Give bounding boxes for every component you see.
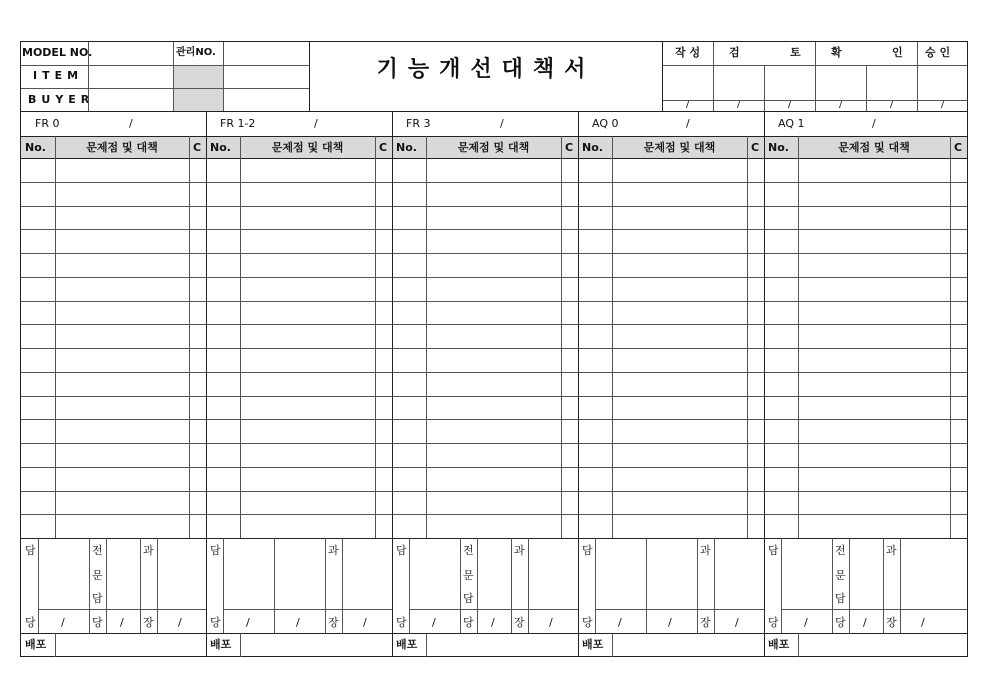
document-title: 기능개선대책서 (376, 57, 596, 82)
grid-vline (900, 538, 901, 633)
stage-slash-3: / (686, 117, 690, 130)
grid-vline (883, 538, 884, 633)
signature-dam: 담 (25, 544, 36, 557)
grid-vline (849, 538, 850, 633)
signature-gwa: 과 (328, 544, 339, 557)
signature-slash: / (804, 616, 808, 629)
col-issue-header: 문제점 및 대책 (457, 141, 530, 154)
col-no-header: No. (25, 141, 46, 154)
header-vline (223, 42, 224, 111)
grid-vline (409, 538, 410, 633)
grid-vline (798, 136, 799, 538)
grid-vline (460, 538, 461, 633)
approval-confirm-1: 확 (831, 46, 842, 59)
grid-vline (595, 538, 596, 633)
grid-vline (140, 538, 141, 633)
approval-vline (815, 42, 816, 111)
grid-vline (612, 633, 613, 657)
signature-slash: / (921, 616, 925, 629)
stage-label-4: AQ 1 (778, 117, 805, 130)
distribution-label: 배포 (210, 638, 232, 651)
grid-hline (21, 467, 967, 468)
signature-jeon: 전 (92, 544, 103, 557)
signature-dam: 담 (768, 544, 779, 557)
signature-slash: / (549, 616, 553, 629)
header-vline (173, 42, 174, 111)
signature-slash: / (863, 616, 867, 629)
grid-hline (409, 609, 578, 610)
approval-review-1: 검 (729, 46, 740, 59)
grid-vline (375, 136, 376, 538)
signature-slash: / (363, 616, 367, 629)
grid-vline (426, 136, 427, 538)
signature-slash: / (296, 616, 300, 629)
signature-dang2: 당 (92, 616, 103, 629)
signature-mun: 문 (92, 569, 103, 582)
grid-vline (106, 538, 107, 633)
stage-label-0: FR 0 (35, 117, 60, 130)
col-no-header: No. (582, 141, 603, 154)
approval-date-slash: / (839, 99, 843, 110)
buyer-label: BUYER (28, 93, 95, 106)
grid-vline (38, 538, 39, 633)
grid-vline (55, 633, 56, 657)
stage-label-3: AQ 0 (592, 117, 619, 130)
col-no-header: No. (210, 141, 231, 154)
signature-gwa: 과 (143, 544, 154, 557)
form-frame (20, 41, 968, 657)
grid-vline (578, 111, 579, 657)
column-header-bottom (21, 158, 967, 159)
grid-vline (342, 538, 343, 633)
grid-vline (240, 136, 241, 538)
grid-hline (21, 253, 967, 254)
header-bottom-line (21, 111, 967, 112)
stage-slash-4: / (872, 117, 876, 130)
col-no-header: No. (768, 141, 789, 154)
header-vline (88, 42, 89, 111)
grid-hline (21, 633, 967, 634)
col-c-header: C (751, 141, 760, 154)
col-issue-header: 문제점 및 대책 (271, 141, 344, 154)
signature-dam: 담 (210, 544, 221, 557)
grid-vline (189, 136, 190, 538)
distribution-label: 배포 (768, 638, 790, 651)
grid-vline (157, 538, 158, 633)
grid-hline (21, 443, 967, 444)
distribution-label: 배포 (582, 638, 604, 651)
signature-dam2: 담 (835, 592, 846, 605)
signature-mun: 문 (835, 569, 846, 582)
grid-vline (528, 538, 529, 633)
signature-slash: / (491, 616, 495, 629)
grid-vline (274, 538, 275, 633)
grid-vline (55, 136, 56, 538)
header-line (21, 88, 309, 89)
grid-vline (697, 538, 698, 633)
grid-vline (747, 136, 748, 538)
approval-approve: 승 인 (925, 46, 951, 59)
grid-hline (21, 491, 967, 492)
grid-hline (21, 396, 967, 397)
signature-jang: 장 (514, 616, 525, 629)
grid-vline (206, 111, 207, 657)
signature-dang2: 당 (463, 616, 474, 629)
col-c-header: C (379, 141, 388, 154)
col-no-header: No. (396, 141, 417, 154)
grid-vline (612, 136, 613, 538)
signature-slash: / (120, 616, 124, 629)
model-no-label: MODEL NO. (22, 46, 93, 59)
grid-hline (21, 372, 967, 373)
grid-vline (646, 538, 647, 633)
approval-date-slash: / (941, 99, 945, 110)
signature-slash: / (618, 616, 622, 629)
signature-slash: / (432, 616, 436, 629)
grid-vline (325, 538, 326, 633)
approval-vline (917, 42, 918, 111)
grid-hline (781, 609, 967, 610)
grid-hline (21, 324, 967, 325)
col-c-header: C (193, 141, 202, 154)
grid-hline (21, 229, 967, 230)
stage-label-2: FR 3 (406, 117, 431, 130)
approval-date-slash: / (737, 99, 741, 110)
grid-vline (781, 538, 782, 633)
signature-jang: 장 (886, 616, 897, 629)
grid-vline (426, 633, 427, 657)
signature-jang: 장 (700, 616, 711, 629)
signature-slash: / (735, 616, 739, 629)
grid-hline (21, 182, 967, 183)
signature-slash: / (61, 616, 65, 629)
signature-slash: / (668, 616, 672, 629)
grid-hline (21, 301, 967, 302)
grid-vline (511, 538, 512, 633)
grid-vline (240, 633, 241, 657)
signature-dam: 담 (582, 544, 593, 557)
col-issue-header: 문제점 및 대책 (838, 141, 910, 154)
signature-dam: 담 (396, 544, 407, 557)
approval-vline (713, 42, 714, 111)
approval-vline (764, 65, 765, 111)
grid-vline (714, 538, 715, 633)
grid-hline (21, 206, 967, 207)
stage-label-1: FR 1-2 (220, 117, 256, 130)
approval-writer: 작 성 (675, 46, 701, 59)
grid-vline (477, 538, 478, 633)
signature-dang: 당 (582, 616, 593, 629)
signature-dam2: 담 (92, 592, 103, 605)
grid-vline (798, 633, 799, 657)
mgmt-no-label: 관리NO. (176, 47, 216, 58)
grid-hline (21, 514, 967, 515)
signature-jang: 장 (328, 616, 339, 629)
grid-hline (21, 419, 967, 420)
col-c-header: C (565, 141, 574, 154)
stage-slash-0: / (129, 117, 133, 130)
signature-gwa: 과 (700, 544, 711, 557)
signature-dam2: 담 (463, 592, 474, 605)
signature-gwa: 과 (886, 544, 897, 557)
col-c-header: C (954, 141, 963, 154)
signature-jang: 장 (143, 616, 154, 629)
signature-dang: 당 (768, 616, 779, 629)
grid-hline (38, 609, 206, 610)
col-issue-header: 문제점 및 대책 (86, 141, 158, 154)
signature-dang: 당 (210, 616, 221, 629)
grid-hline (21, 538, 967, 539)
grid-vline (561, 136, 562, 538)
grid-vline (764, 111, 765, 657)
approval-date-slash: / (788, 99, 792, 110)
approval-vline (866, 65, 867, 111)
signature-dang: 당 (396, 616, 407, 629)
grid-hline (21, 348, 967, 349)
stage-slash-1: / (314, 117, 318, 130)
approval-date-slash: / (890, 99, 894, 110)
col-issue-header: 문제점 및 대책 (643, 141, 716, 154)
signature-slash: / (178, 616, 182, 629)
grid-vline (223, 538, 224, 633)
signature-dang: 당 (25, 616, 36, 629)
distribution-label: 배포 (25, 638, 47, 651)
approval-date-slash: / (686, 99, 690, 110)
grid-hline (223, 609, 392, 610)
stage-slash-2: / (500, 117, 504, 130)
signature-dang2: 당 (835, 616, 846, 629)
approval-confirm-2: 인 (892, 46, 903, 59)
grid-vline (392, 111, 393, 657)
grid-vline (89, 538, 90, 633)
signature-jeon: 전 (463, 544, 474, 557)
header-line (21, 65, 309, 66)
grid-vline (950, 136, 951, 538)
grid-hline (595, 609, 764, 610)
item-label: ITEM (33, 69, 84, 82)
title-left-line (309, 42, 310, 111)
title-right-line (662, 42, 663, 111)
signature-slash: / (246, 616, 250, 629)
approval-review-2: 토 (790, 46, 801, 59)
grid-hline (21, 277, 967, 278)
signature-gwa: 과 (514, 544, 525, 557)
distribution-label: 배포 (396, 638, 418, 651)
signature-jeon: 전 (835, 544, 846, 557)
stage-row-bottom (21, 136, 967, 137)
grid-vline (832, 538, 833, 633)
signature-mun: 문 (463, 569, 474, 582)
